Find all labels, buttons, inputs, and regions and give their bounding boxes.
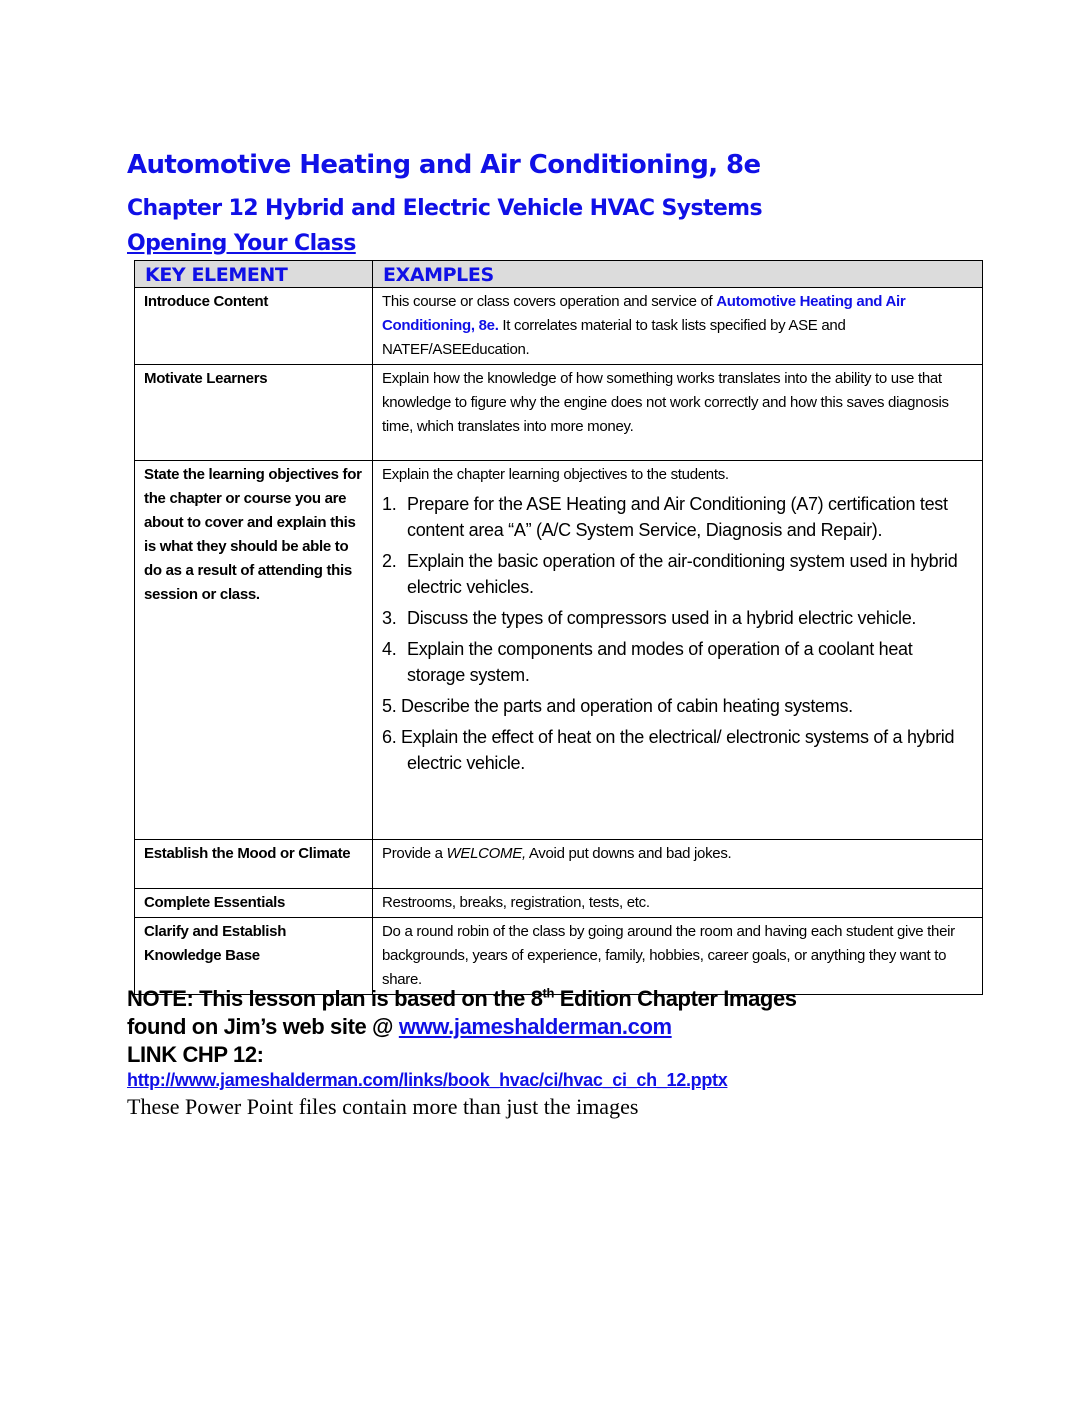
link-label: LINK CHP 12: [127,1042,264,1067]
chapter-link-line [127,1070,727,1091]
example-cell: Restrooms, breaks, registration, tests, etc. [373,889,983,918]
objectives-list [382,491,974,776]
welcome-emphasis: WELCOME, [446,845,526,862]
key-element-cell: State the learning objectives for the chapter or course you are about to cover and explain this is what they should be able to do as a result of attending this session or class. [135,461,373,840]
table-row [135,889,983,918]
section-title: Opening Your Class [127,231,356,256]
example-text: This course or class covers operation and service of [382,293,717,310]
key-element-cell: Introduce Content [135,288,373,365]
example-text: It correlates material to task lists specified by ASE and NATEF/ASEEducation. [382,317,846,358]
table-row [135,918,983,995]
key-element-cell: Clarify and Establish Knowledge Base [135,918,373,995]
note-line-2 [127,1013,797,1041]
objective-item [382,605,974,631]
objective-text: Explain the components and modes of operation of a coolant heat storage system. [407,639,913,685]
objective-item [382,636,974,688]
objective-number: 4. [382,639,397,659]
example-cell [373,288,983,365]
objective-text: Explain the basic operation of the air-conditioning system used in hybrid electric vehicles. [407,551,958,597]
table-header-row [135,261,983,288]
ordinal-suffix: th [542,985,555,1001]
objective-item [382,693,974,719]
objective-text: Explain the effect of heat on the electrical/ electronic systems of a hybrid electric vehicle. [401,727,955,773]
book-title-highlight: Automotive Heating and Air Conditioning, 8e. [382,293,906,334]
note-text: found on Jim’s web site @ [127,1014,399,1039]
table-row [135,461,983,840]
note-line-1 [127,985,797,1013]
objective-item [382,724,974,776]
table-row [135,365,983,461]
book-title: Automotive Heating and Air Conditioning, 8e [127,150,761,180]
objective-number: 6. [382,727,397,747]
lesson-plan-table [134,260,983,995]
column-header-examples: EXAMPLES [373,261,983,288]
table-row [135,288,983,365]
example-cell [373,461,983,840]
key-element-cell: Establish the Mood or Climate [135,840,373,889]
chapter-pptx-link[interactable]: http://www.jameshalderman.com/links/book_hvac/ci/hvac_ci_ch_12.pptx [127,1070,728,1090]
example-cell: Explain how the knowledge of how something works translates into the ability to use that knowledge to figure why the engine does not work correctly and how this saves diagnosis time, which translates into more money. [373,365,983,461]
powerpoint-note: These Power Point files contain more than just the images [127,1094,639,1119]
note-text: NOTE: This lesson plan is based on the 8 [127,986,543,1011]
objective-item [382,548,974,600]
objective-text: Prepare for the ASE Heating and Air Conditioning (A7) certification test content area “A” (A/C System Service, Diagnosis and Repair). [407,494,948,540]
objective-number: 5. [382,696,397,716]
chapter-title: Chapter 12 Hybrid and Electric Vehicle HVAC Systems [127,196,762,221]
objective-number: 1. [382,494,397,514]
key-element-cell: Complete Essentials [135,889,373,918]
example-cell [373,840,983,889]
example-cell: Do a round robin of the class by going around the room and having each student give their backgrounds, years of experience, family, hobbies, career goals, or anything they want to share. [373,918,983,995]
example-text: Provide a [382,845,447,862]
website-link[interactable]: www.jameshalderman.com [398,1014,672,1039]
key-element-cell: Motivate Learners [135,365,373,461]
note-text: Edition Chapter Images [554,986,797,1011]
table-row [135,840,983,889]
objectives-intro: Explain the chapter learning objectives to the students. [382,466,729,483]
example-text: Avoid put downs and bad jokes. [525,845,732,862]
objective-number: 3. [382,608,397,628]
objective-item [382,491,974,543]
column-header-key-element: KEY ELEMENT [135,261,373,288]
lesson-plan-note [127,985,797,1069]
objective-text: Describe the parts and operation of cabin heating systems. [401,696,853,716]
objective-text: Discuss the types of compressors used in a hybrid electric vehicle. [407,608,917,628]
objective-number: 2. [382,551,397,571]
